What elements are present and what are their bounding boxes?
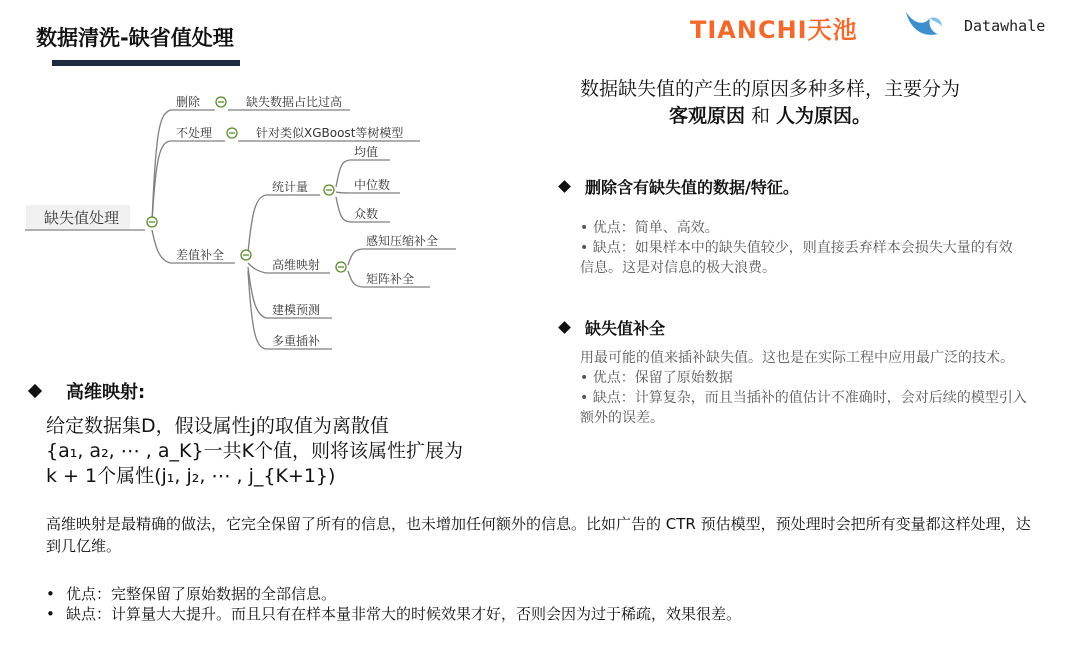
section-impute-con: • 缺点：计算复杂，而且当插补的值估计不准确时，会对后续的模型引入额外的误差。 xyxy=(580,390,1027,426)
mindmap-multiple-impute: 多重插补 xyxy=(272,334,321,348)
mindmap-stats-mode: 众数 xyxy=(354,207,379,221)
section-delete-con: • 缺点：如果样本中的缺失值较少，则直接丢弃样本会损失大量的有效信息。这是对信息的极大浪费。 xyxy=(580,240,1013,276)
mindmap-impute: 差值补全 xyxy=(176,248,225,262)
high-dim-description: 高维映射是最精确的做法，它完全保留了所有的信息，也未增加任何额外的信息。比如广告的 CTR 预估模型，预处理时会把所有变量都这样处理，达到几亿维。 xyxy=(46,515,1031,555)
high-dim-definition xyxy=(46,414,516,489)
intro-and: 和 xyxy=(744,105,777,127)
mindmap-delete-note: 缺失数据占比过高 xyxy=(246,95,343,109)
section-delete-title: 删除含有缺失值的数据/特征。 xyxy=(585,178,799,197)
mindmap-root: 缺失值处理 xyxy=(44,209,120,227)
high-dim-math-line1: 给定数据集D，假设属性j的取值为离散值 xyxy=(46,415,389,437)
mindmap-matrix-completion: 矩阵补全 xyxy=(366,272,415,286)
mindmap-model-predict: 建模预测 xyxy=(272,303,321,317)
diamond-bullet-icon xyxy=(558,180,571,193)
mindmap-delete: 删除 xyxy=(176,95,201,109)
mindmap-stats: 统计量 xyxy=(272,180,309,194)
mindmap-stats-median: 中位数 xyxy=(354,178,391,192)
section-delete-heading xyxy=(560,175,799,198)
intro-line1: 数据缺失值的产生的原因多种多样，主要分为 xyxy=(579,78,960,100)
mindmap-high-dim: 高维映射 xyxy=(272,258,321,272)
section-impute-heading xyxy=(560,316,665,339)
tianchi-logo: TIANCHI天池 xyxy=(690,16,858,44)
section-delete-pro: • 优点：简单、高效。 xyxy=(580,220,719,236)
datawhale-logo-text: Datawhale xyxy=(964,17,1046,35)
mindmap-no-process-note: 针对类似XGBoost等树模型 xyxy=(256,126,404,140)
title-underline xyxy=(52,60,240,66)
mindmap-diagram xyxy=(20,85,490,365)
high-dim-math-line3: k + 1个属性(j₁, j₂, ⋯ , j_{K+1}) xyxy=(46,465,336,487)
high-dim-heading xyxy=(30,378,145,404)
section-impute-body xyxy=(580,348,1030,428)
high-dim-math-line2: {a₁, a₂, ⋯ , a_K}一共K个值，则将该属性扩展为 xyxy=(46,440,464,462)
high-dim-title: 高维映射: xyxy=(66,382,146,403)
list-item: • 优点：完整保留了原始数据的全部信息。 xyxy=(46,585,337,603)
mindmap-no-process: 不处理 xyxy=(176,126,213,140)
datawhale-bird-icon xyxy=(902,8,946,42)
intro-objective: 客观原因 xyxy=(668,105,745,127)
page-title: 数据清洗-缺省值处理 xyxy=(36,26,234,50)
mindmap-stats-mean: 均值 xyxy=(354,145,379,159)
list-item: • 缺点：计算量大大提升。而且只有在样本量非常大的时候效果才好，否则会因为过于稀疏，效果很差。 xyxy=(46,605,742,623)
diamond-bullet-icon xyxy=(28,384,42,398)
mindmap-compressed-sensing: 感知压缩补全 xyxy=(366,234,439,248)
section-impute-pro: • 优点：保留了原始数据 xyxy=(580,370,733,386)
diamond-bullet-icon xyxy=(558,321,571,334)
high-dim-pro: 优点：完整保留了原始数据的全部信息。 xyxy=(66,585,337,603)
high-dim-pros-cons xyxy=(46,584,1036,624)
section-delete-body xyxy=(580,218,1020,278)
intro-human: 人为原因。 xyxy=(776,105,872,127)
high-dim-con: 缺点：计算量大大提升。而且只有在样本量非常大的时候效果才好，否则会因为过于稀疏，效果很差。 xyxy=(66,605,742,623)
section-impute-desc: 用最可能的值来插补缺失值。这也是在实际工程中应用最广泛的技术。 xyxy=(580,350,1014,366)
section-impute-title: 缺失值补全 xyxy=(585,319,666,338)
intro-line2 xyxy=(520,103,1020,130)
intro-text xyxy=(520,76,1020,130)
